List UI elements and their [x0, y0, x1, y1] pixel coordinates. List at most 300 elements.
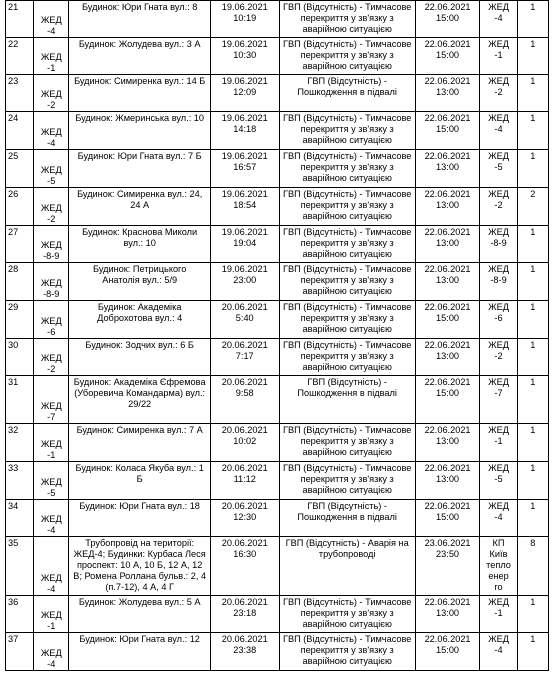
row-number-line: 31 — [8, 377, 19, 387]
housing-office — [34, 38, 69, 75]
table-row — [6, 188, 549, 226]
start-time-line: 19.06.2021 — [221, 113, 268, 123]
outage-description-line: аварійною ситуацією — [302, 361, 392, 372]
end-time — [415, 462, 479, 500]
table-row — [6, 462, 549, 500]
housing-office-line: ЖЕД — [40, 514, 62, 525]
end-time-line: 23.06.2021 — [424, 538, 471, 548]
responsible-org — [480, 537, 517, 596]
start-time — [210, 339, 279, 376]
building-count-line: 1 — [530, 227, 536, 237]
outage-description-line: ГВП (Відсутність) - Тимчасове — [282, 189, 412, 199]
row-number — [6, 301, 34, 339]
address-cell-line: вул.: 10 — [123, 237, 156, 248]
end-time-line: 22.06.2021 — [424, 501, 471, 511]
table-row — [6, 263, 549, 301]
responsible-org-line: ЖЕД — [488, 340, 509, 350]
housing-office-line: -4 — [47, 138, 56, 149]
address-cell-line: (п.7-12), 4 А, 4 Г — [105, 581, 175, 592]
end-time — [415, 38, 479, 75]
responsible-org-line: -2 — [494, 199, 503, 210]
end-time — [415, 339, 479, 376]
address-cell-line: проспект: 10 А, 10 Б, 12 А, 12 — [76, 559, 203, 570]
end-time-line: 13:00 — [436, 199, 460, 210]
building-count-line: 1 — [530, 377, 536, 387]
row-number-line: 34 — [8, 501, 19, 511]
end-time-line: 13:00 — [436, 237, 460, 248]
outage-description — [279, 226, 415, 263]
start-time — [210, 112, 279, 150]
address-cell — [69, 537, 210, 596]
housing-office-line: ЖЕД — [40, 316, 62, 327]
row-number-line: 23 — [8, 76, 19, 86]
responsible-org-line: ЖЕД — [488, 377, 509, 387]
responsible-org — [480, 38, 517, 75]
row-number-line: 25 — [8, 151, 19, 161]
start-time-line: 12:30 — [233, 511, 257, 522]
end-time-line: 22.06.2021 — [424, 634, 471, 644]
responsible-org — [480, 263, 517, 301]
start-time — [210, 1, 279, 38]
outage-description-line: аварійною ситуацією — [302, 23, 392, 34]
end-time-line: 22.06.2021 — [424, 189, 471, 199]
housing-office-line: ЖЕД — [40, 610, 62, 621]
start-time-line: 20.06.2021 — [221, 340, 268, 350]
end-time-line: 13:00 — [436, 473, 460, 484]
address-cell — [69, 339, 210, 376]
outage-description-line: ГВП (Відсутність) - Тимчасове — [282, 634, 412, 644]
housing-office-line: -4 — [47, 584, 56, 595]
responsible-org-line: -4 — [494, 123, 503, 134]
building-count — [517, 424, 548, 462]
building-count-line: 1 — [530, 2, 536, 12]
housing-office-line: -2 — [47, 364, 56, 375]
end-time-line: 15:00 — [436, 312, 460, 323]
start-time-line: 16:30 — [233, 548, 257, 559]
start-time-line: 19.06.2021 — [221, 39, 268, 49]
end-time-line: 13:00 — [436, 86, 460, 97]
start-time-line: 20.06.2021 — [221, 425, 268, 435]
responsible-org — [480, 424, 517, 462]
housing-office-line: ЖЕД — [40, 278, 62, 289]
row-number-line: 35 — [8, 538, 19, 548]
start-time-line: 9:58 — [235, 387, 254, 398]
outage-description — [279, 75, 415, 112]
outage-description-line: ГВП (Відсутність) - Тимчасове — [282, 597, 412, 607]
responsible-org — [480, 500, 517, 537]
responsible-org-line: -8-9 — [490, 274, 507, 285]
address-cell — [69, 462, 210, 500]
address-cell — [69, 1, 210, 38]
end-time-line: 22.06.2021 — [424, 377, 471, 387]
outage-description — [279, 633, 415, 671]
start-time-line: 19.06.2021 — [221, 264, 268, 274]
row-number — [6, 424, 34, 462]
outage-description-line: ГВП (Відсутність) - Аварія на — [285, 538, 409, 548]
responsible-org-line: ЖЕД — [488, 39, 509, 49]
outage-description-line: аварійною ситуацією — [302, 172, 392, 183]
outage-description-line: ГВП (Відсутність) - Тимчасове — [282, 2, 412, 12]
start-time — [210, 75, 279, 112]
address-cell-line: Будинок: Академіка Єфремова — [73, 377, 206, 387]
row-number-line: 28 — [8, 264, 19, 274]
responsible-org-line: ЖЕД — [488, 113, 509, 123]
end-time-line: 22.06.2021 — [424, 39, 471, 49]
end-time-line: 22.06.2021 — [424, 340, 471, 350]
housing-office — [34, 376, 69, 424]
housing-office-line: -5 — [47, 488, 56, 499]
end-time-line: 22.06.2021 — [424, 597, 471, 607]
housing-office-line: -4 — [47, 26, 56, 37]
housing-office-line: -8-9 — [43, 251, 60, 262]
housing-office-line: -1 — [47, 450, 56, 461]
outage-description-line: аварійною ситуацією — [302, 210, 392, 221]
start-time-line: 23:00 — [233, 274, 257, 285]
outage-description-line: перекриття у зв'язку з — [300, 123, 394, 134]
start-time-line: 12:09 — [233, 86, 257, 97]
outage-description-line: перекриття у зв'язку з — [300, 199, 394, 210]
end-time-line: 22.06.2021 — [424, 302, 471, 312]
housing-office — [34, 226, 69, 263]
housing-office — [34, 537, 69, 596]
start-time-line: 19.06.2021 — [221, 189, 268, 199]
end-time-line: 13:00 — [436, 435, 460, 446]
row-number — [6, 188, 34, 226]
housing-office-line: ЖЕД — [40, 240, 62, 251]
housing-office-line: -1 — [47, 621, 56, 632]
responsible-org-line: -4 — [494, 511, 503, 522]
end-time-line: 22.06.2021 — [424, 227, 471, 237]
row-number-line: 30 — [8, 340, 19, 350]
start-time — [210, 301, 279, 339]
outage-description-line: ГВП (Відсутність) - Тимчасове — [282, 39, 412, 49]
responsible-org-line: ЖЕД — [488, 189, 509, 199]
responsible-org-line: -7 — [494, 387, 503, 398]
responsible-org-line: -5 — [494, 161, 503, 172]
housing-office-line: ЖЕД — [40, 401, 62, 412]
end-time-line: 15:00 — [436, 644, 460, 655]
start-time-line: 19:04 — [233, 237, 257, 248]
outage-description-line: ГВП (Відсутність) - Тимчасове — [282, 113, 412, 123]
address-cell — [69, 301, 210, 339]
row-number — [6, 226, 34, 263]
outage-description-line: ГВП (Відсутність) - — [307, 76, 387, 86]
address-cell-line: Будинок: Симиренка вул.: 24, — [77, 189, 203, 199]
start-time-line: 5:40 — [235, 312, 254, 323]
housing-office-line: ЖЕД — [40, 573, 62, 584]
address-cell-line: Будинок: Жолудева вул.: 5 А — [78, 597, 201, 607]
start-time-line: 10:19 — [233, 12, 257, 23]
address-cell-line: Будинок: Юри Гната вул.: 12 — [79, 634, 200, 644]
end-time-line: 13:00 — [436, 161, 460, 172]
end-time-line: 13:00 — [436, 350, 460, 361]
address-cell — [69, 263, 210, 301]
housing-office — [34, 462, 69, 500]
row-number — [6, 500, 34, 537]
building-count — [517, 537, 548, 596]
address-cell-line: Будинок: Зодчих вул.: 6 Б — [85, 340, 194, 350]
start-time-line: 19.06.2021 — [221, 76, 268, 86]
start-time-line: 20.06.2021 — [221, 501, 268, 511]
responsible-org-line: ЖЕД — [488, 501, 509, 511]
housing-office — [34, 75, 69, 112]
end-time-line: 15:00 — [436, 49, 460, 60]
housing-office-line: -6 — [47, 327, 56, 338]
responsible-org-line: енер — [488, 570, 509, 581]
start-time-line: 20.06.2021 — [221, 463, 268, 473]
start-time-line: 20.06.2021 — [221, 302, 268, 312]
end-time-line: 22.06.2021 — [424, 463, 471, 473]
end-time — [415, 75, 479, 112]
outage-description-line: перекриття у зв'язку з — [300, 237, 394, 248]
responsible-org — [480, 339, 517, 376]
row-number-line: 32 — [8, 425, 19, 435]
end-time — [415, 424, 479, 462]
end-time-line: 22.06.2021 — [424, 264, 471, 274]
responsible-org-line: ЖЕД — [488, 151, 509, 161]
table-row — [6, 633, 549, 671]
end-time-line: 13:00 — [436, 607, 460, 618]
address-cell — [69, 150, 210, 188]
row-number-line: 37 — [8, 634, 19, 644]
outage-description-line: аварійною ситуацією — [302, 134, 392, 145]
building-count — [517, 301, 548, 339]
responsible-org-line: ЖЕД — [488, 634, 509, 644]
building-count-line: 1 — [530, 113, 536, 123]
responsible-org-line: ЖЕД — [488, 597, 509, 607]
address-cell — [69, 376, 210, 424]
housing-office-line: ЖЕД — [40, 127, 62, 138]
building-count-line: 1 — [530, 264, 536, 274]
outage-description — [279, 596, 415, 633]
housing-office-line: ЖЕД — [40, 439, 62, 450]
building-count — [517, 150, 548, 188]
housing-office — [34, 633, 69, 671]
table-row — [6, 537, 549, 596]
outage-description-line: аварійною ситуацією — [302, 285, 392, 296]
building-count — [517, 596, 548, 633]
table-row — [6, 38, 549, 75]
building-count-line: 1 — [530, 39, 536, 49]
responsible-org-line: -1 — [494, 607, 503, 618]
address-cell-line: Будинок: Краснова Миколи — [82, 227, 198, 237]
end-time — [415, 150, 479, 188]
end-time-line: 15:00 — [436, 387, 460, 398]
building-count-line: 1 — [530, 634, 536, 644]
address-cell-line: ЖЕД-4; Будинки: Курбаса Леся — [73, 548, 206, 559]
table-row — [6, 226, 549, 263]
building-count — [517, 339, 548, 376]
end-time — [415, 500, 479, 537]
outage-description — [279, 376, 415, 424]
row-number-line: 27 — [8, 227, 19, 237]
row-number — [6, 376, 34, 424]
housing-office-line: ЖЕД — [40, 165, 62, 176]
end-time-line: 13:00 — [436, 274, 460, 285]
start-time — [210, 38, 279, 75]
start-time-line: 19.06.2021 — [221, 2, 268, 12]
responsible-org — [480, 301, 517, 339]
table-row — [6, 596, 549, 633]
responsible-org-line: -5 — [494, 473, 503, 484]
address-cell — [69, 424, 210, 462]
building-count — [517, 188, 548, 226]
row-number — [6, 633, 34, 671]
end-time-line: 15:00 — [436, 123, 460, 134]
responsible-org-line: ЖЕД — [488, 302, 509, 312]
building-count — [517, 38, 548, 75]
table-row — [6, 500, 549, 537]
outage-description-line: аварійною ситуацією — [302, 248, 392, 259]
housing-office — [34, 188, 69, 226]
outage-description — [279, 188, 415, 226]
address-cell — [69, 500, 210, 537]
end-time-line: 15:00 — [436, 511, 460, 522]
start-time — [210, 462, 279, 500]
building-count — [517, 75, 548, 112]
table-row — [6, 424, 549, 462]
building-count-line: 2 — [530, 189, 536, 199]
housing-office-line: -4 — [47, 659, 56, 670]
start-time — [210, 424, 279, 462]
housing-office-line: -2 — [47, 214, 56, 225]
start-time-line: 10:02 — [233, 435, 257, 446]
responsible-org — [480, 75, 517, 112]
outage-description-line: перекриття у зв'язку з — [300, 274, 394, 285]
building-count — [517, 263, 548, 301]
responsible-org-line: -4 — [494, 644, 503, 655]
end-time — [415, 188, 479, 226]
address-cell-line: Будинок: Академіка — [97, 302, 182, 312]
row-number — [6, 38, 34, 75]
outage-description — [279, 150, 415, 188]
start-time — [210, 596, 279, 633]
start-time — [210, 263, 279, 301]
address-cell-line: Трубопровід на території: — [85, 538, 195, 548]
table-row — [6, 75, 549, 112]
outage-description-line: аварійною ситуацією — [302, 446, 392, 457]
responsible-org-line: -1 — [494, 435, 503, 446]
end-time — [415, 1, 479, 38]
housing-office-line: -5 — [47, 176, 56, 187]
start-time-line: 19.06.2021 — [221, 151, 268, 161]
building-count-line: 8 — [530, 538, 536, 548]
building-count — [517, 376, 548, 424]
outage-description-line: аварійною ситуацією — [302, 618, 392, 629]
housing-office-line: ЖЕД — [40, 477, 62, 488]
responsible-org-line: ЖЕД — [488, 264, 509, 274]
outage-description-line: перекриття у зв'язку з — [300, 312, 394, 323]
outage-description-line: перекриття у зв'язку з — [300, 350, 394, 361]
outage-description — [279, 339, 415, 376]
address-cell — [69, 226, 210, 263]
housing-office — [34, 112, 69, 150]
address-cell-line: Будинок: Петрицького — [93, 264, 187, 274]
end-time — [415, 226, 479, 263]
row-number-line: 36 — [8, 597, 19, 607]
outage-description-line: Пошкодження в підвалі — [297, 387, 397, 398]
end-time — [415, 633, 479, 671]
responsible-org — [480, 226, 517, 263]
outage-description-line: перекриття у зв'язку з — [300, 49, 394, 60]
address-cell — [69, 38, 210, 75]
start-time-line: 23:38 — [233, 644, 257, 655]
building-count-line: 1 — [530, 425, 536, 435]
end-time — [415, 596, 479, 633]
address-cell-line: Будинок: Жмеринська вул.: 10 — [75, 113, 205, 123]
address-cell-line: Анатолія вул.: 5/9 — [102, 274, 178, 285]
responsible-org — [480, 1, 517, 38]
building-count-line: 1 — [530, 463, 536, 473]
responsible-org-line: -4 — [494, 12, 503, 23]
address-cell — [69, 188, 210, 226]
responsible-org-line: -8-9 — [490, 237, 507, 248]
start-time-line: 7:17 — [235, 350, 254, 361]
address-cell-line: 24 А — [130, 199, 150, 210]
end-time-line: 22.06.2021 — [424, 2, 471, 12]
address-cell-line: Б — [136, 473, 143, 484]
outage-description-line: перекриття у зв'язку з — [300, 161, 394, 172]
responsible-org-line: -2 — [494, 86, 503, 97]
outage-description-line: ГВП (Відсутність) - Тимчасове — [282, 151, 412, 161]
outage-description-line: аварійною ситуацією — [302, 655, 392, 666]
outage-description-line: ГВП (Відсутність) - Тимчасове — [282, 463, 412, 473]
row-number — [6, 537, 34, 596]
start-time-line: 10:30 — [233, 49, 257, 60]
outage-description — [279, 424, 415, 462]
outage-description-line: перекриття у зв'язку з — [300, 644, 394, 655]
row-number — [6, 596, 34, 633]
responsible-org — [480, 462, 517, 500]
end-time-line: 22.06.2021 — [424, 76, 471, 86]
end-time — [415, 301, 479, 339]
responsible-org-line: ЖЕД — [488, 463, 509, 473]
outage-description-line: трубопроводі — [318, 548, 376, 559]
address-cell-line: Будинок: Жолудева вул.: 3 А — [78, 39, 201, 49]
address-cell-line: Доброхотова вул.: 4 — [97, 312, 183, 323]
outage-description — [279, 537, 415, 596]
outage-description-line: ГВП (Відсутність) - Тимчасове — [282, 227, 412, 237]
housing-office — [34, 263, 69, 301]
responsible-org-line: КП — [492, 538, 505, 548]
outage-description-line: ГВП (Відсутність) - — [307, 501, 387, 511]
end-time-line: 23:50 — [436, 548, 460, 559]
start-time-line: 11:12 — [233, 473, 256, 484]
housing-office — [34, 1, 69, 38]
housing-office — [34, 339, 69, 376]
outage-description — [279, 500, 415, 537]
end-time — [415, 376, 479, 424]
responsible-org — [480, 188, 517, 226]
outage-description-line: аварійною ситуацією — [302, 484, 392, 495]
outage-table — [5, 0, 549, 671]
outage-description — [279, 263, 415, 301]
row-number — [6, 112, 34, 150]
outage-description-line: Пошкодження в підвалі — [297, 86, 397, 97]
outage-description-line: аварійною ситуацією — [302, 323, 392, 334]
row-number-line: 29 — [8, 302, 19, 312]
table-row — [6, 112, 549, 150]
row-number — [6, 263, 34, 301]
end-time-line: 15:00 — [436, 12, 460, 23]
end-time-line: 22.06.2021 — [424, 113, 471, 123]
building-count-line: 1 — [530, 76, 536, 86]
building-count — [517, 112, 548, 150]
outage-description — [279, 301, 415, 339]
start-time — [210, 226, 279, 263]
outage-description-line: перекриття у зв'язку з — [300, 473, 394, 484]
building-count-line: 1 — [530, 501, 536, 511]
